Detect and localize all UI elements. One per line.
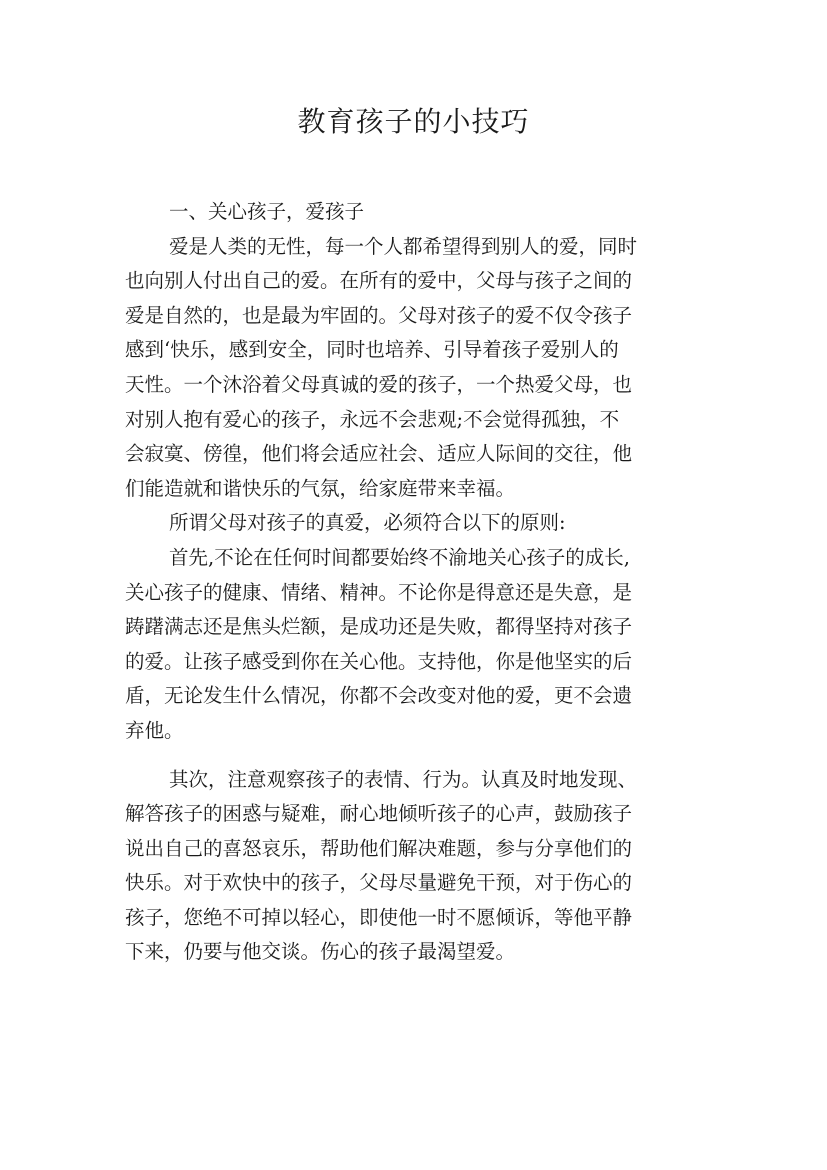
paragraph-line: 说出自己的喜怒哀乐，帮助他们解决难题，参与分享他们的: [125, 836, 633, 860]
paragraph-line: 也向别人付出自己的爱。在所有的爱中，父母与孩子之间的: [125, 269, 633, 293]
paragraph-line: 踌躇满志还是焦头烂额，是成功还是失败，都得坚持对孩子: [125, 615, 633, 639]
paragraph-gap: [125, 749, 705, 763]
paragraph-line: 天性。一个沐浴着父母真诚的爱的孩子，一个热爱父母，也: [125, 372, 633, 396]
document-body: [125, 195, 705, 970]
paragraph-line: 首先,不论在任何时间都要始终不渝地关心孩子的成长,: [169, 545, 630, 569]
paragraph-line: 的爱。让孩子感受到你在关心他。支持他，你是他坚实的后: [125, 649, 633, 673]
paragraph-line: 爱是自然的，也是最为牢固的。父母对孩子的爱不仅令孩子: [125, 303, 633, 327]
paragraph-line: 弃他。: [125, 718, 184, 742]
paragraph-line: 们能造就和谐快乐的气氛，给家庭带来幸福。: [125, 476, 516, 500]
paragraph-line: 快乐。对于欢快中的孩子，父母尽量避免干预，对于伤心的: [125, 871, 633, 895]
paragraph-line: 解答孩子的困惑与疑难，耐心地倾听孩子的心声，鼓励孩子: [125, 802, 633, 826]
paragraph-line: 对别人抱有爱心的孩子，永远不会悲观;不会觉得孤独，不: [125, 407, 620, 431]
paragraph-line: 盾，无论发生什么情况，你都不会改变对他的爱，更不会遗: [125, 684, 633, 708]
paragraph-line: 关心孩子的健康、情绪、精神。不论你是得意还是失意，是: [125, 580, 633, 604]
section-heading: 一、关心孩子，爱孩子: [169, 200, 365, 223]
paragraph-line: 所谓父母对孩子的真爱，必须符合以下的原则:: [169, 511, 566, 535]
paragraph-line: 下来，仍要与他交谈。伤心的孩子最渴望爱。: [125, 940, 516, 964]
paragraph-line: 感到‘快乐，感到安全，同时也培养、引导着孩子爱别人的: [125, 338, 619, 362]
paragraph-line: 爱是人类的无性，每一个人都希望得到别人的爱，同时: [169, 234, 638, 258]
paragraph-line: 会寂寞、傍徨，他们将会适应社会、适应人际间的交往，他: [125, 442, 633, 466]
paragraph-line: 孩子，您绝不可掉以轻心，即使他一时不愿倾诉，等他平静: [125, 905, 633, 929]
document-title: 教育孩子的小技巧: [297, 105, 530, 138]
paragraph-line: 其次，注意观察孩子的表情、行为。认真及时地发现、: [169, 767, 638, 791]
